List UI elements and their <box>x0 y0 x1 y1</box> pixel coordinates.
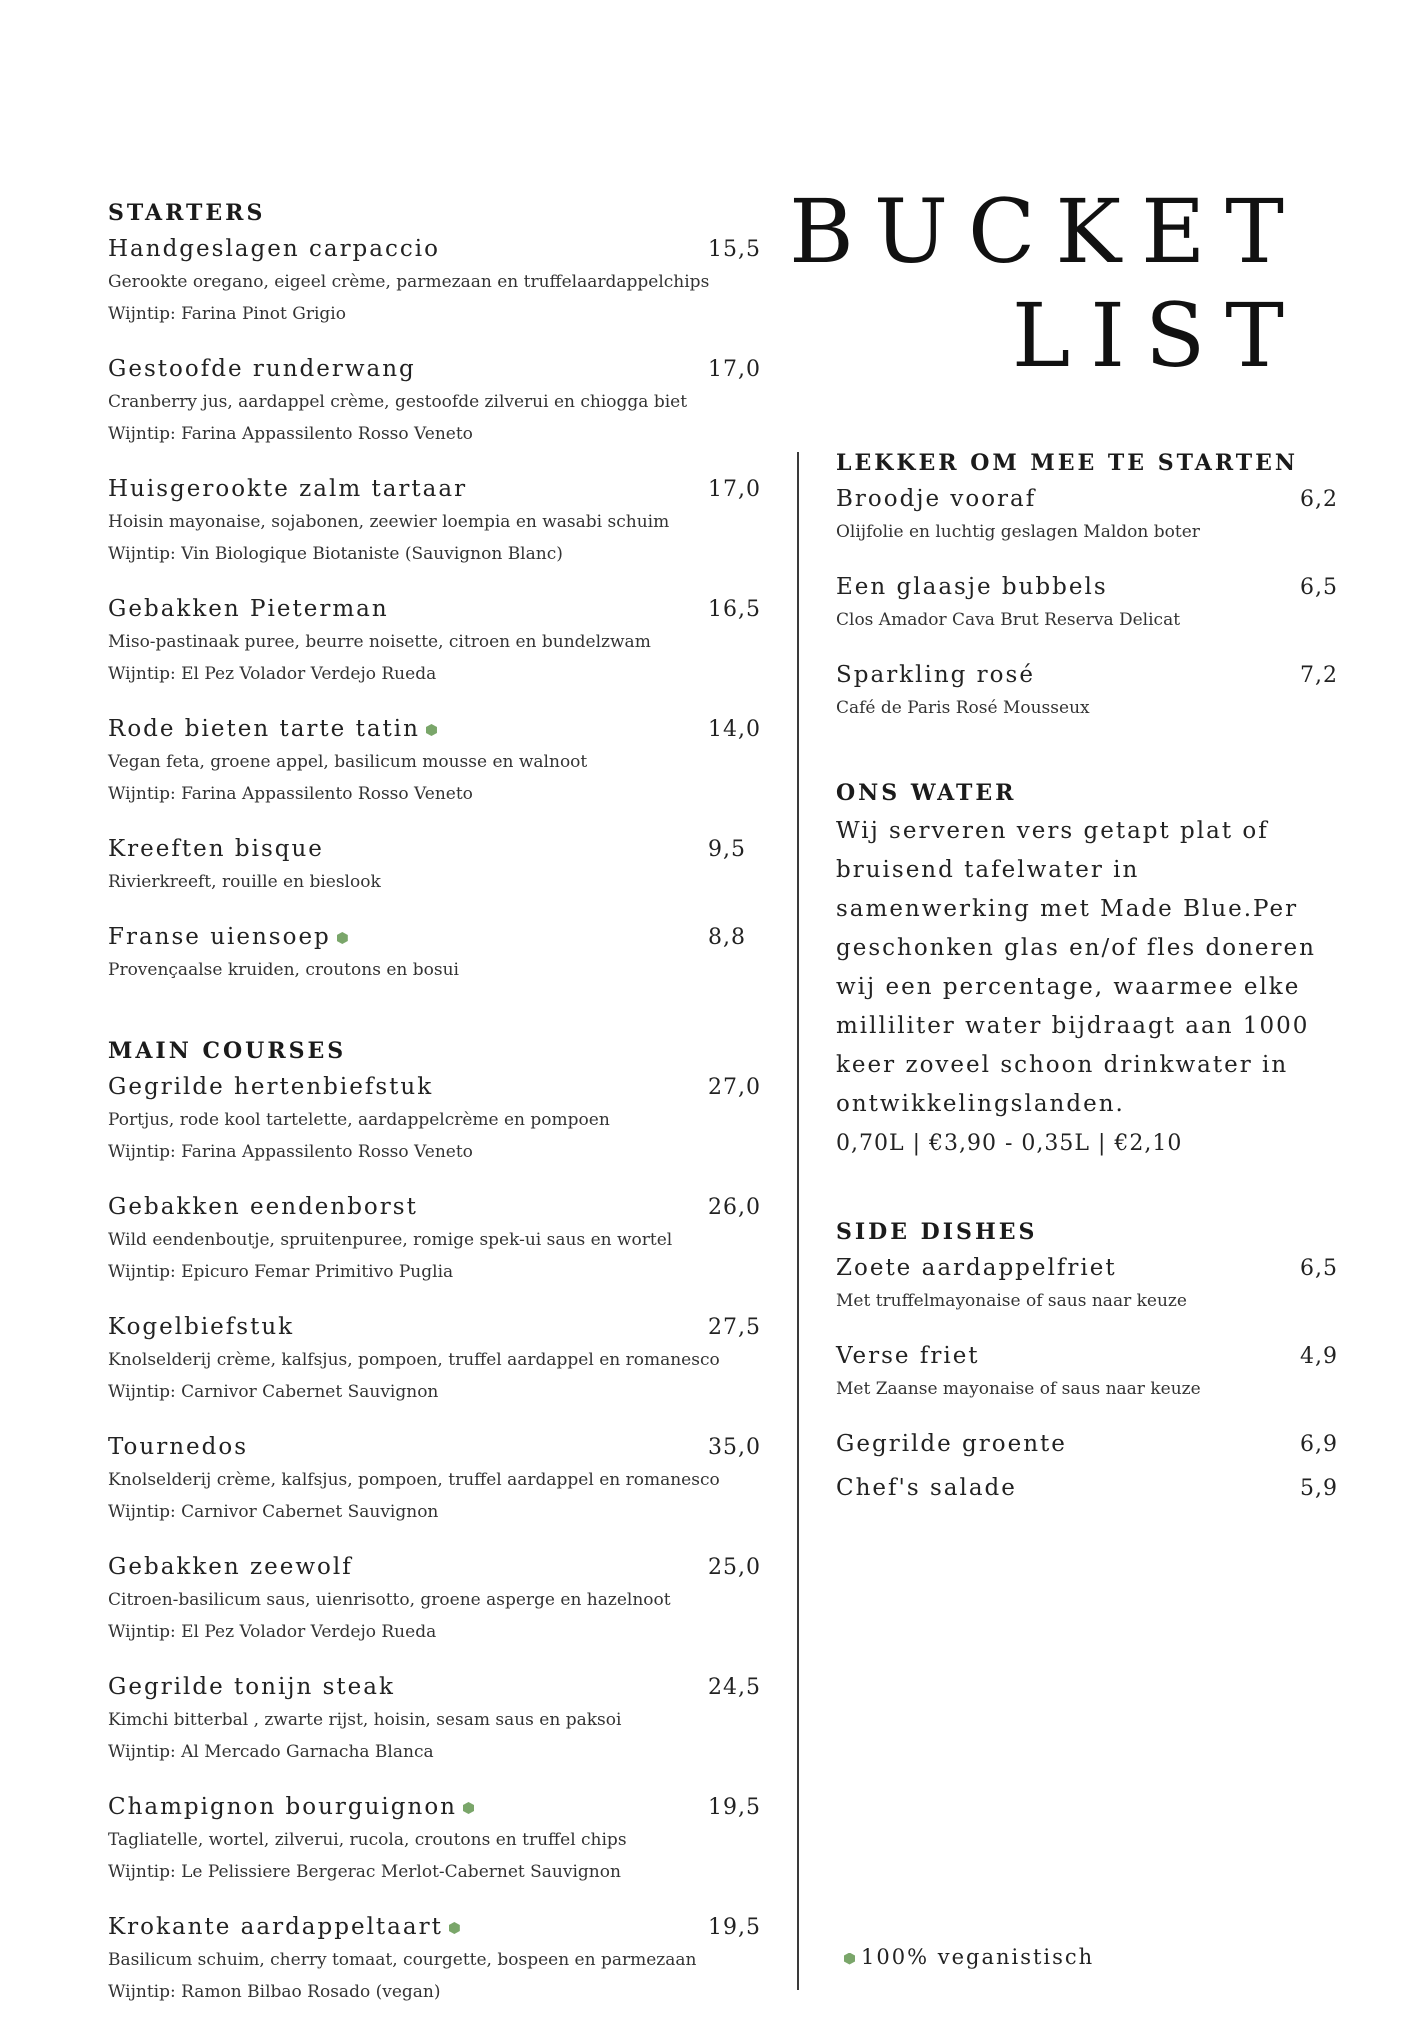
item-description: Olijfolie en luchtig geslagen Maldon boter <box>836 522 1200 542</box>
item-description: Knolselderij crème, kalfsjus, pompoen, truffel aardappel en romanesco <box>108 1350 720 1370</box>
brand-line-1: BUCKET <box>789 180 1304 283</box>
menu-item <box>108 232 761 330</box>
section-title-starters: STARTERS <box>108 200 266 226</box>
item-name: Chef's salade <box>836 1475 1017 1501</box>
item-name: Rode bieten tarte tatin <box>108 716 420 742</box>
menu-item <box>836 570 1336 636</box>
menu-item <box>108 1790 761 1888</box>
item-name: Broodje vooraf <box>836 486 1037 512</box>
item-description: Citroen-basilicum saus, uienrisotto, groene asperge en hazelnoot <box>108 1590 671 1610</box>
menu-item <box>108 1430 761 1528</box>
item-wine-tip: Wijntip: Farina Appassilento Rosso Veneto <box>108 1142 473 1162</box>
item-name: Gegrilde tonijn steak <box>108 1674 395 1700</box>
side-dishes-section <box>836 1219 1336 1505</box>
item-description: Rivierkreeft, rouille en bieslook <box>108 872 381 892</box>
menu-item <box>836 658 1336 724</box>
item-name: Krokante aardappeltaart <box>108 1914 443 1940</box>
item-wine-tip: Wijntip: Le Pelissiere Bergerac Merlot-Cabernet Sauvignon <box>108 1862 621 1882</box>
item-name: Een glaasje bubbels <box>836 574 1108 600</box>
item-name: Gestoofde runderwang <box>108 356 416 382</box>
brand-line-2: LIST <box>1011 284 1304 387</box>
menu-item <box>108 472 761 570</box>
item-wine-tip: Wijntip: El Pez Volador Verdejo Rueda <box>108 664 437 684</box>
menu-item <box>108 1550 761 1648</box>
item-name: Gebakken Pieterman <box>108 596 389 622</box>
item-description: Miso-pastinaak puree, beurre noisette, citroen en bundelzwam <box>108 632 651 652</box>
main-courses-section <box>108 1038 761 2008</box>
item-wine-tip: Wijntip: El Pez Volador Verdejo Rueda <box>108 1622 437 1642</box>
item-price: 6,5 <box>1300 575 1338 600</box>
menu-item <box>108 1670 761 1768</box>
item-price: 8,8 <box>708 925 746 950</box>
item-name: Champignon bourguignon <box>108 1794 457 1820</box>
item-price: 35,0 <box>708 1435 761 1460</box>
water-description: Wij serveren vers getapt plat of bruisend tafelwater in samenwerking met Made Blue.Per geschonken glas en/of fles doneren wij een percentage, waarmee elke milliliter water bijdraagt aan 1000 keer zoveel schoon drinkwater in ontwikkelingslanden. <box>836 818 1316 1117</box>
starters-section <box>108 200 761 986</box>
item-description: Gerookte oregano, eigeel crème, parmezaan en truffelaardappelchips <box>108 272 710 292</box>
item-name: Kogelbiefstuk <box>108 1314 295 1340</box>
brand-title <box>789 180 1304 388</box>
item-description: Café de Paris Rosé Mousseux <box>836 698 1090 718</box>
item-description: Portjus, rode kool tartelette, aardappelcrème en pompoen <box>108 1110 610 1130</box>
item-name: Sparkling rosé <box>836 662 1035 688</box>
item-wine-tip: Wijntip: Farina Appassilento Rosso Veneto <box>108 784 473 804</box>
item-price: 19,5 <box>708 1915 761 1940</box>
item-price: 14,0 <box>708 717 761 742</box>
item-price: 19,5 <box>708 1795 761 1820</box>
item-price: 6,5 <box>1300 1256 1338 1281</box>
vegan-legend <box>844 1945 1094 1969</box>
item-price: 17,0 <box>708 357 761 382</box>
item-price: 7,2 <box>1300 663 1338 688</box>
menu-item <box>108 1190 761 1288</box>
water-prices: 0,70L | €3,90 - 0,35L | €2,10 <box>836 1131 1183 1156</box>
menu-item <box>108 1910 761 2008</box>
item-description: Met truffelmayonaise of saus naar keuze <box>836 1291 1187 1311</box>
item-name: Handgeslagen carpaccio <box>108 236 440 262</box>
item-wine-tip: Wijntip: Al Mercado Garnacha Blanca <box>108 1742 434 1762</box>
menu-item <box>836 482 1336 548</box>
item-name: Zoete aardappelfriet <box>836 1255 1117 1281</box>
menu-item <box>108 712 761 810</box>
item-wine-tip: Wijntip: Vin Biologique Biotaniste (Sauvignon Blanc) <box>108 544 563 564</box>
menu-item <box>836 1427 1336 1461</box>
item-price: 9,5 <box>708 837 746 862</box>
item-wine-tip: Wijntip: Epicuro Femar Primitivo Puglia <box>108 1262 454 1282</box>
menu-item <box>836 1339 1336 1405</box>
item-wine-tip: Wijntip: Farina Appassilento Rosso Veneto <box>108 424 473 444</box>
item-description: Knolselderij crème, kalfsjus, pompoen, truffel aardappel en romanesco <box>108 1470 720 1490</box>
item-description: Basilicum schuim, cherry tomaat, courgette, bospeen en parmezaan <box>108 1950 697 1970</box>
water-section <box>836 780 1336 1163</box>
item-wine-tip: Wijntip: Carnivor Cabernet Sauvignon <box>108 1502 439 1522</box>
item-description: Kimchi bitterbal , zwarte rijst, hoisin, sesam saus en paksoi <box>108 1710 622 1730</box>
vegan-legend-label: 100% veganistisch <box>861 1945 1095 1969</box>
right-column <box>836 450 1336 1561</box>
item-wine-tip: Wijntip: Carnivor Cabernet Sauvignon <box>108 1382 439 1402</box>
item-name: Gebakken zeewolf <box>108 1554 353 1580</box>
menu-item <box>108 920 758 986</box>
vegan-icon <box>337 932 348 944</box>
vegan-icon <box>426 724 437 736</box>
item-description: Cranberry jus, aardappel crème, gestoofde zilverui en chiogga biet <box>108 392 688 412</box>
item-description: Provençaalse kruiden, croutons en bosui <box>108 960 459 980</box>
item-price: 4,9 <box>1300 1344 1338 1369</box>
item-name-wrap <box>108 712 437 746</box>
section-title-main-courses: MAIN COURSES <box>108 1038 347 1064</box>
column-divider <box>797 452 799 1990</box>
item-price: 24,5 <box>708 1675 761 1700</box>
item-name: Tournedos <box>108 1434 249 1460</box>
item-name: Kreeften bisque <box>108 836 324 862</box>
section-title-water: ONS WATER <box>836 780 1017 806</box>
menu-item <box>108 352 761 450</box>
lekker-om-mee-te-starten-section <box>836 450 1336 724</box>
item-description: Tagliatelle, wortel, zilverui, rucola, croutons en truffel chips <box>108 1830 627 1850</box>
left-column <box>108 200 761 2030</box>
item-name: Verse friet <box>836 1343 980 1369</box>
menu-item <box>108 1310 761 1408</box>
menu-item <box>108 1070 761 1168</box>
menu-item <box>108 832 758 898</box>
item-price: 26,0 <box>708 1195 761 1220</box>
item-price: 27,0 <box>708 1075 761 1100</box>
item-name-wrap <box>108 1910 460 1944</box>
vegan-icon <box>844 1953 855 1965</box>
item-description: Clos Amador Cava Brut Reserva Delicat <box>836 610 1181 630</box>
item-price: 6,9 <box>1300 1432 1338 1457</box>
item-wine-tip: Wijntip: Ramon Bilbao Rosado (vegan) <box>108 1982 441 2002</box>
item-price: 6,2 <box>1300 487 1338 512</box>
item-wine-tip: Wijntip: Farina Pinot Grigio <box>108 304 346 324</box>
item-name: Franse uiensoep <box>108 924 331 950</box>
item-price: 5,9 <box>1300 1476 1338 1501</box>
section-title-starters-extra: LEKKER OM MEE TE STARTEN <box>836 450 1298 476</box>
vegan-icon <box>463 1802 474 1814</box>
menu-item <box>836 1471 1336 1505</box>
item-price: 17,0 <box>708 477 761 502</box>
item-description: Wild eendenboutje, spruitenpuree, romige spek-ui saus en wortel <box>108 1230 673 1250</box>
item-name-wrap <box>108 1790 474 1824</box>
item-name-wrap <box>108 920 348 954</box>
item-description: Hoisin mayonaise, sojabonen, zeewier loempia en wasabi schuim <box>108 512 670 532</box>
item-price: 15,5 <box>708 237 761 262</box>
item-name: Gebakken eendenborst <box>108 1194 418 1220</box>
item-name: Huisgerookte zalm tartaar <box>108 476 468 502</box>
item-price: 25,0 <box>708 1555 761 1580</box>
menu-item <box>108 592 761 690</box>
menu-item <box>836 1251 1336 1317</box>
section-title-side-dishes: SIDE DISHES <box>836 1219 1038 1245</box>
item-description: Vegan feta, groene appel, basilicum mousse en walnoot <box>108 752 588 772</box>
item-name: Gegrilde groente <box>836 1431 1067 1457</box>
vegan-icon <box>449 1922 460 1934</box>
item-name: Gegrilde hertenbiefstuk <box>108 1074 434 1100</box>
item-description: Met Zaanse mayonaise of saus naar keuze <box>836 1379 1201 1399</box>
item-price: 16,5 <box>708 597 761 622</box>
item-price: 27,5 <box>708 1315 761 1340</box>
